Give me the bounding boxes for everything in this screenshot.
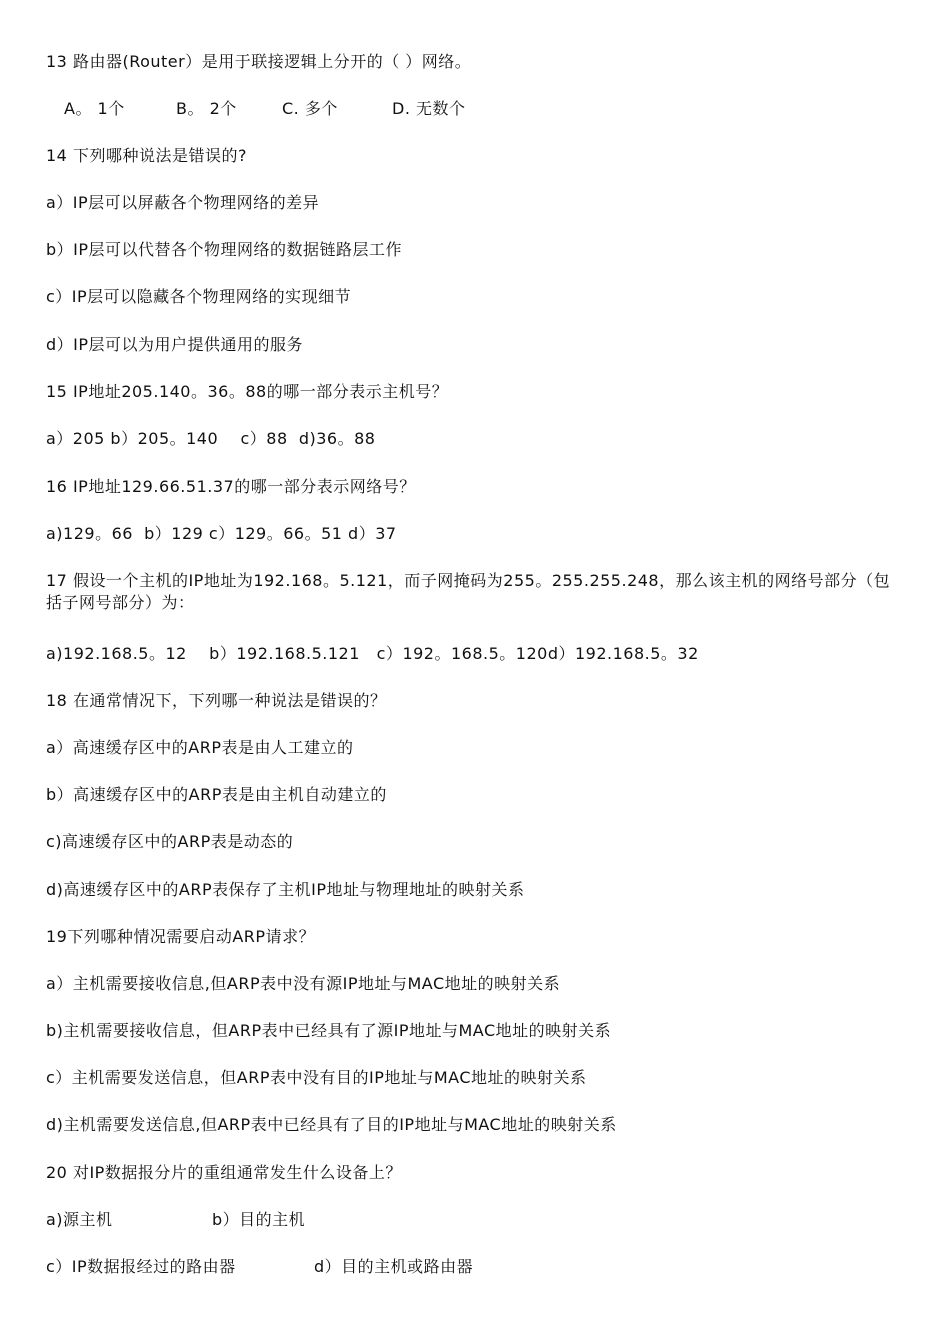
question-15-stem: 15 IP地址205.140。36。88的哪一部分表示主机号？ <box>46 382 449 401</box>
question-18-stem: 18 在通常情况下，下列哪一种说法是错误的？ <box>46 691 387 710</box>
option-d: d）目的主机或路由器 <box>314 1257 474 1276</box>
question-14-stem: 14 下列哪种说法是错误的? <box>46 146 247 165</box>
option-d: D. 无数个 <box>392 99 466 118</box>
option-c: C. 多个 <box>282 99 338 118</box>
question-14-option-a: a）IP层可以屏蔽各个物理网络的差异 <box>46 193 320 212</box>
question-13-options <box>46 98 906 120</box>
question-14-option-d: d）IP层可以为用户提供通用的服务 <box>46 335 304 354</box>
question-15-options: a）205 b）205。140 c）88 d)36。88 <box>46 429 376 448</box>
question-14-option-b: b）IP层可以代替各个物理网络的数据链路层工作 <box>46 240 403 259</box>
question-19-stem: 19下列哪种情况需要启动ARP请求？ <box>46 927 316 946</box>
option-a: a)源主机 <box>46 1210 113 1229</box>
question-19-option-d: d)主机需要发送信息,但ARP表中已经具有了目的IP地址与MAC地址的映射关系 <box>46 1115 617 1134</box>
question-19-option-a: a）主机需要接收信息,但ARP表中没有源IP地址与MAC地址的映射关系 <box>46 974 561 993</box>
option-b: b）目的主机 <box>212 1210 306 1229</box>
option-b: B。 2个 <box>176 99 237 118</box>
question-20-stem: 20 对IP数据报分片的重组通常发生什么设备上？ <box>46 1163 402 1182</box>
question-13-stem: 13 路由器(Router）是用于联接逻辑上分开的（ ）网络。 <box>46 52 472 71</box>
question-16-options: a)129。66 b）129 c）129。66。51 d）37 <box>46 524 397 543</box>
question-18-option-a: a）高速缓存区中的ARP表是由人工建立的 <box>46 738 354 757</box>
document-page <box>46 0 906 1344</box>
question-18-option-d: d)高速缓存区中的ARP表保存了主机IP地址与物理地址的映射关系 <box>46 880 525 899</box>
question-18-option-b: b）高速缓存区中的ARP表是由主机自动建立的 <box>46 785 387 804</box>
question-17-stem: 17 假设一个主机的IP地址为192.168。5.121，而子网掩码为255。255.255.248，那么该主机的网络号部分（包括子网号部分）为： <box>46 571 891 612</box>
question-19-option-c: c）主机需要发送信息，但ARP表中没有目的IP地址与MAC地址的映射关系 <box>46 1068 587 1087</box>
question-20-options-row-1 <box>46 1209 906 1231</box>
question-19-option-b: b)主机需要接收信息，但ARP表中已经具有了源IP地址与MAC地址的映射关系 <box>46 1021 612 1040</box>
question-18-option-c: c)高速缓存区中的ARP表是动态的 <box>46 832 294 851</box>
question-14-option-c: c）IP层可以隐藏各个物理网络的实现细节 <box>46 287 352 306</box>
option-c: c）IP数据报经过的路由器 <box>46 1257 236 1276</box>
question-17-options: a)192.168.5。12 b）192.168.5.121 c）192。168.5。120d）192.168.5。32 <box>46 644 699 663</box>
question-16-stem: 16 IP地址129.66.51.37的哪一部分表示网络号？ <box>46 477 416 496</box>
question-20-options-row-2 <box>46 1256 906 1278</box>
option-a: A。 1个 <box>64 99 125 118</box>
